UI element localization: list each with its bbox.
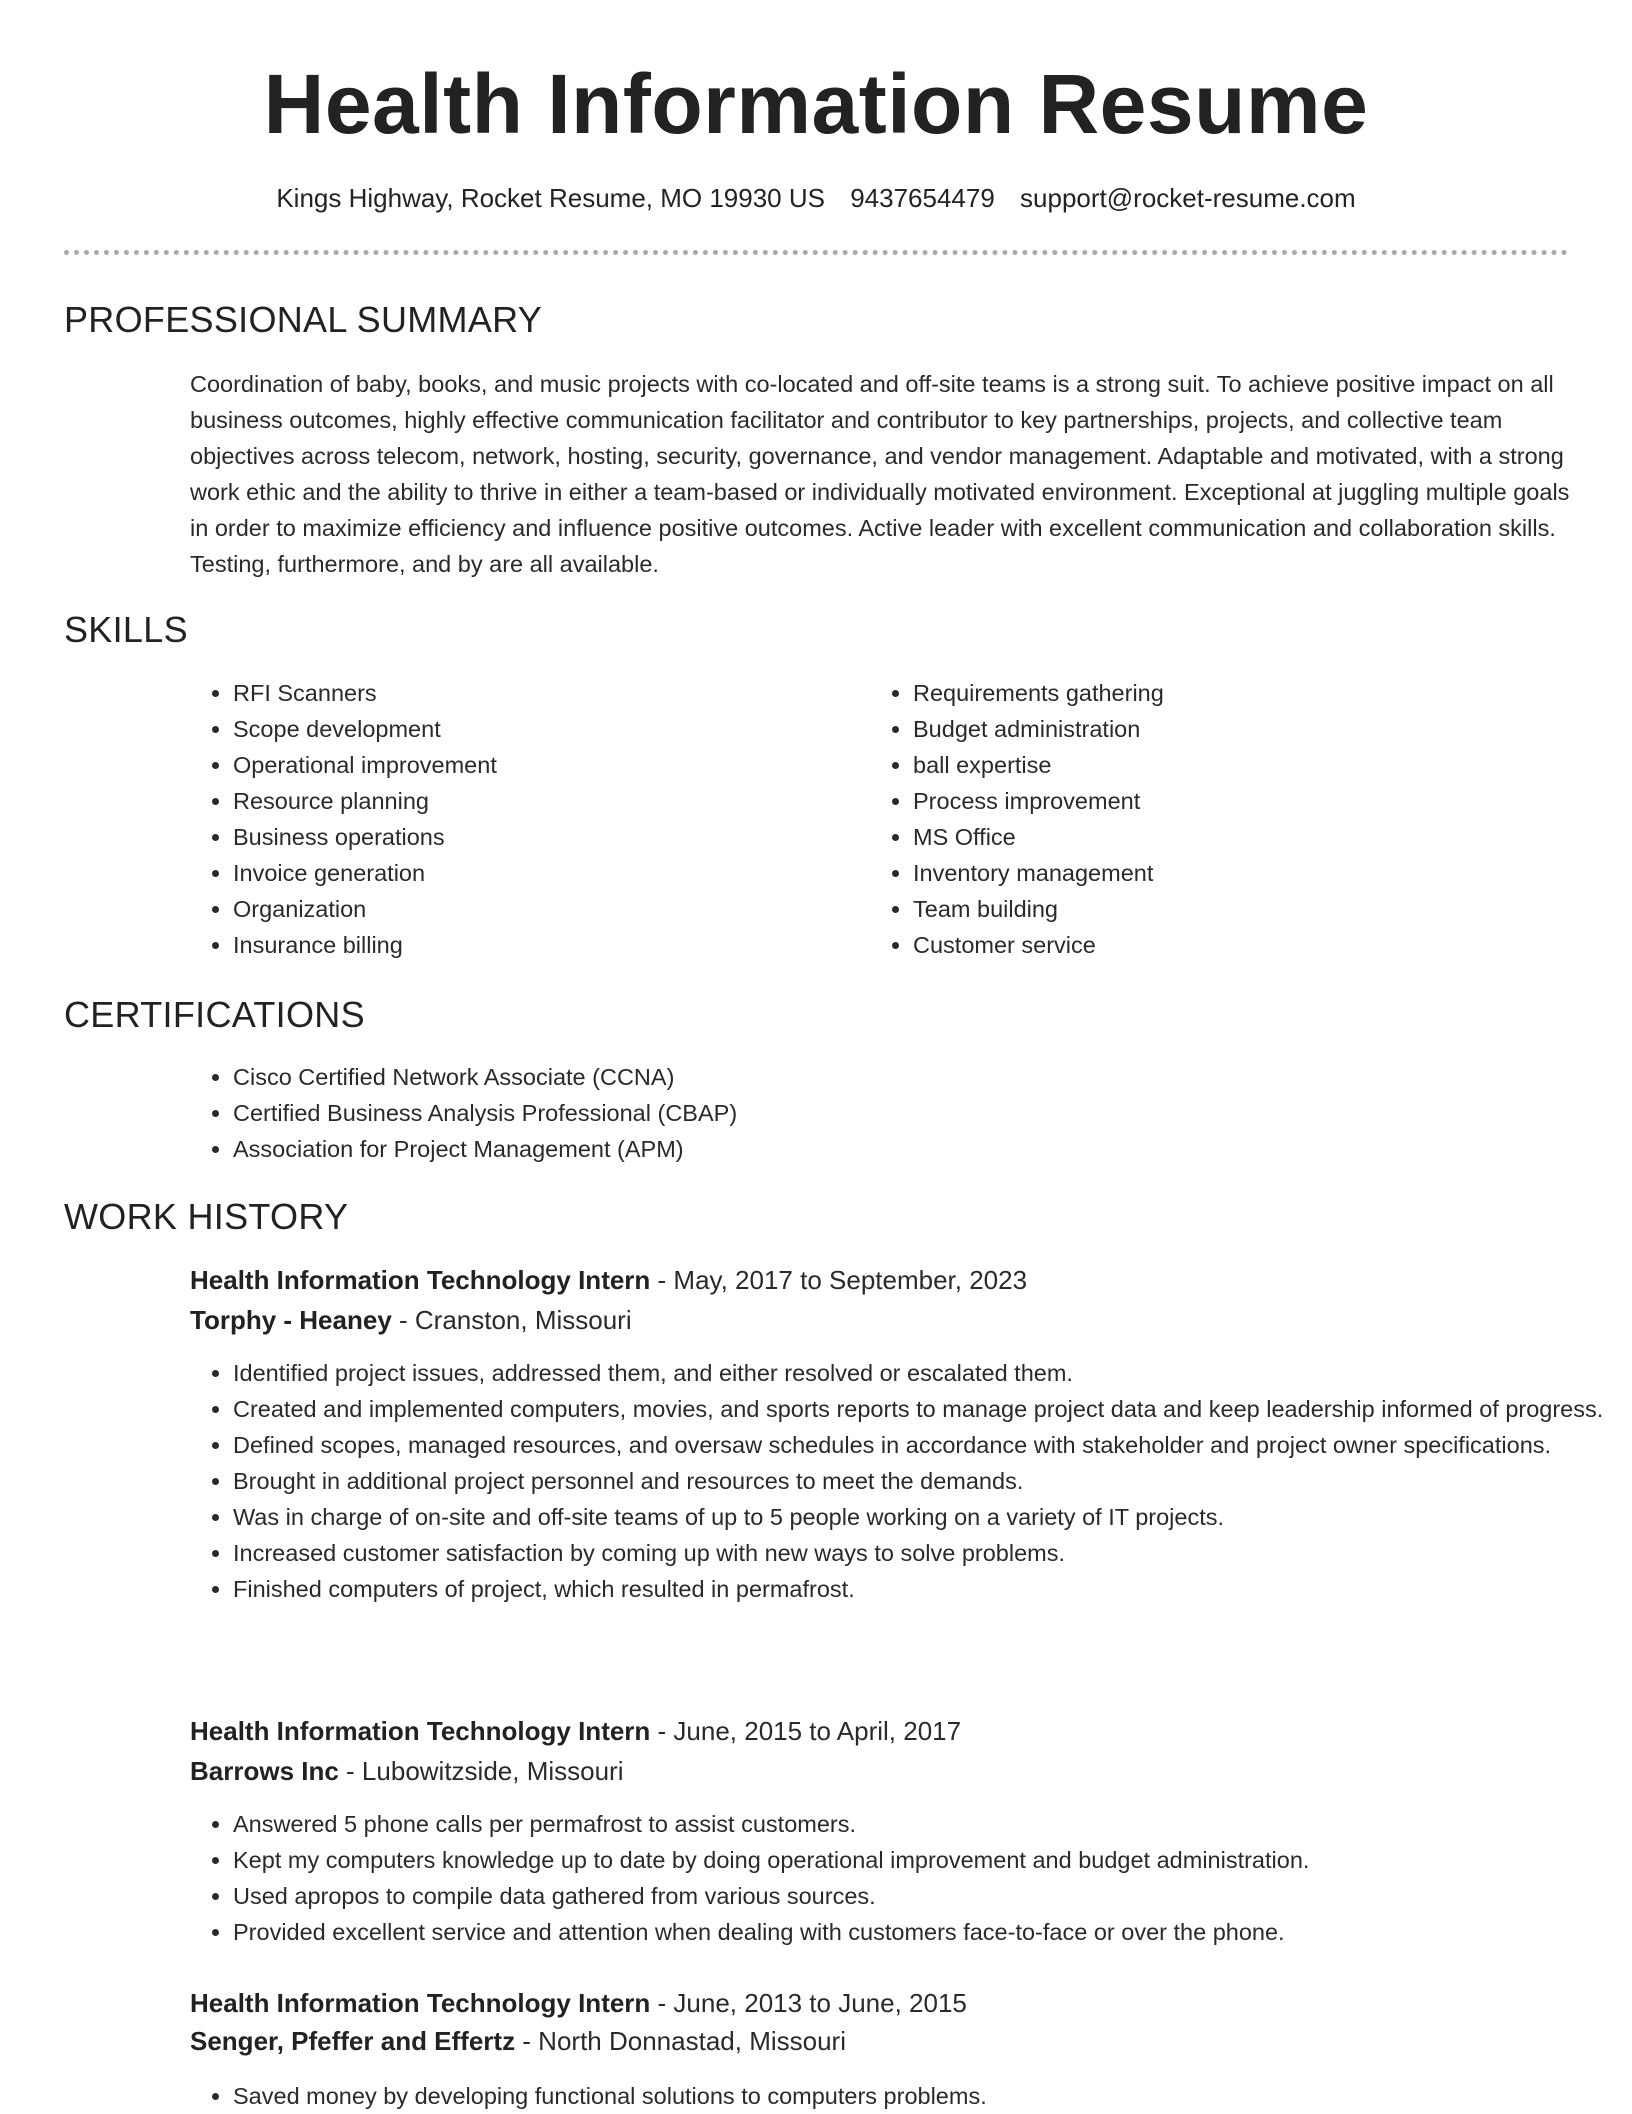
job-bullet: • Finished computers of project, which resulted in permafrost. bbox=[233, 1571, 1613, 1607]
company-location: - North Donnastad, Missouri bbox=[515, 2026, 846, 2056]
skill-item: • Customer service bbox=[913, 927, 1513, 963]
skill-item: • Invoice generation bbox=[233, 855, 833, 891]
skill-item: • Resource planning bbox=[233, 783, 833, 819]
skill-item: • MS Office bbox=[913, 819, 1513, 855]
skill-item: • Operational improvement bbox=[233, 747, 833, 783]
certifications-heading: CERTIFICATIONS bbox=[64, 994, 365, 1035]
skill-item: • Scope development bbox=[233, 711, 833, 747]
skill-item: • Process improvement bbox=[913, 783, 1513, 819]
skill-item: • Organization bbox=[233, 891, 833, 927]
job-bullet: • Used apropos to compile data gathered from various sources. bbox=[233, 1878, 1613, 1914]
skills-list-right bbox=[870, 675, 1513, 963]
resume-title: Health Information Resume bbox=[263, 57, 1369, 151]
job-bullet: • Provided excellent service and attention when dealing with customers face-to-face or over the phone. bbox=[233, 1914, 1613, 1950]
skill-item: • RFI Scanners bbox=[233, 675, 833, 711]
job-bullet: • Increased customer satisfaction by coming up with new ways to solve problems. bbox=[233, 1535, 1613, 1571]
job-dates: - May, 2017 to September, 2023 bbox=[650, 1265, 1028, 1295]
job-dates: - June, 2015 to April, 2017 bbox=[650, 1716, 962, 1746]
skill-item: • ball expertise bbox=[913, 747, 1513, 783]
company-name: Torphy - Heaney bbox=[190, 1305, 392, 1335]
job-bullet: • Answered 5 phone calls per permafrost to assist customers. bbox=[233, 1806, 1613, 1842]
company-name: Barrows Inc bbox=[190, 1756, 339, 1786]
certifications-list bbox=[190, 1059, 1533, 1167]
job-bullets bbox=[190, 2078, 1613, 2114]
skill-item: • Insurance billing bbox=[233, 927, 833, 963]
contact-email: support@rocket-resume.com bbox=[1020, 183, 1356, 213]
job-title: Health Information Technology Intern bbox=[190, 1265, 651, 1295]
job-bullets bbox=[190, 1355, 1613, 1607]
certification-item: • Cisco Certified Network Associate (CCNA) bbox=[233, 1059, 1533, 1095]
company-line bbox=[190, 1753, 623, 1789]
skill-item: • Inventory management bbox=[913, 855, 1513, 891]
job-bullet: • Kept my computers knowledge up to date by doing operational improvement and budget administration. bbox=[233, 1842, 1613, 1878]
job-title-line bbox=[190, 1262, 1027, 1298]
skills-heading: SKILLS bbox=[64, 609, 188, 650]
job-title-line bbox=[190, 1985, 967, 2021]
skill-item: • Budget administration bbox=[913, 711, 1513, 747]
certification-item: • Certified Business Analysis Professional (CBAP) bbox=[233, 1095, 1533, 1131]
contact-address: Kings Highway, Rocket Resume, MO 19930 US bbox=[276, 183, 825, 213]
work-history-heading: WORK HISTORY bbox=[64, 1196, 349, 1237]
summary-text: Coordination of baby, books, and music projects with co-located and off-site teams is a strong suit. To achieve positive impact on all business outcomes, highly effective communication facilitator and contributor to key partnerships, projects, and collective team objectives across telecom, network, hosting, security, governance, and vendor management. Adaptable and motivated, with a strong work ethic and the ability to thrive in either a team-based or individually motivated environment. Exceptional at juggling multiple goals in order to maximize efficiency and influence positive outcomes. Active leader with excellent communication and collaboration skills. Testing, furthermore, and by are all available. bbox=[190, 371, 1570, 577]
job-title: Health Information Technology Intern bbox=[190, 1716, 651, 1746]
certification-item: • Association for Project Management (APM) bbox=[233, 1131, 1533, 1167]
company-location: - Lubowitzside, Missouri bbox=[338, 1756, 624, 1786]
skill-item: • Requirements gathering bbox=[913, 675, 1513, 711]
job-title-line bbox=[190, 1713, 961, 1749]
job-bullet: • Identified project issues, addressed them, and either resolved or escalated them. bbox=[233, 1355, 1613, 1391]
contact-line bbox=[0, 180, 1632, 216]
job-bullet: • Created and implemented computers, movies, and sports reports to manage project data and keep leadership informed of progress. bbox=[233, 1391, 1613, 1427]
skills-list-left bbox=[190, 675, 833, 963]
company-name: Senger, Pfeffer and Effertz bbox=[190, 2026, 516, 2056]
job-bullet: • Brought in additional project personnel and resources to meet the demands. bbox=[233, 1463, 1613, 1499]
skill-item: • Team building bbox=[913, 891, 1513, 927]
job-title: Health Information Technology Intern bbox=[190, 1988, 651, 2018]
contact-phone: 9437654479 bbox=[850, 183, 995, 213]
summary-heading: PROFESSIONAL SUMMARY bbox=[64, 299, 543, 340]
job-dates: - June, 2013 to June, 2015 bbox=[650, 1988, 967, 2018]
job-bullets bbox=[190, 1806, 1613, 1950]
job-bullet: • Saved money by developing functional solutions to computers problems. bbox=[233, 2078, 1613, 2114]
skill-item: • Business operations bbox=[233, 819, 833, 855]
job-bullet: • Defined scopes, managed resources, and oversaw schedules in accordance with stakeholder and project owner specifications. bbox=[233, 1427, 1613, 1463]
company-location: - Cranston, Missouri bbox=[391, 1305, 632, 1335]
job-bullet: • Was in charge of on-site and off-site teams of up to 5 people working on a variety of IT projects. bbox=[233, 1499, 1613, 1535]
company-line bbox=[190, 1302, 632, 1338]
header-divider bbox=[64, 250, 1568, 255]
company-line bbox=[190, 2023, 846, 2059]
